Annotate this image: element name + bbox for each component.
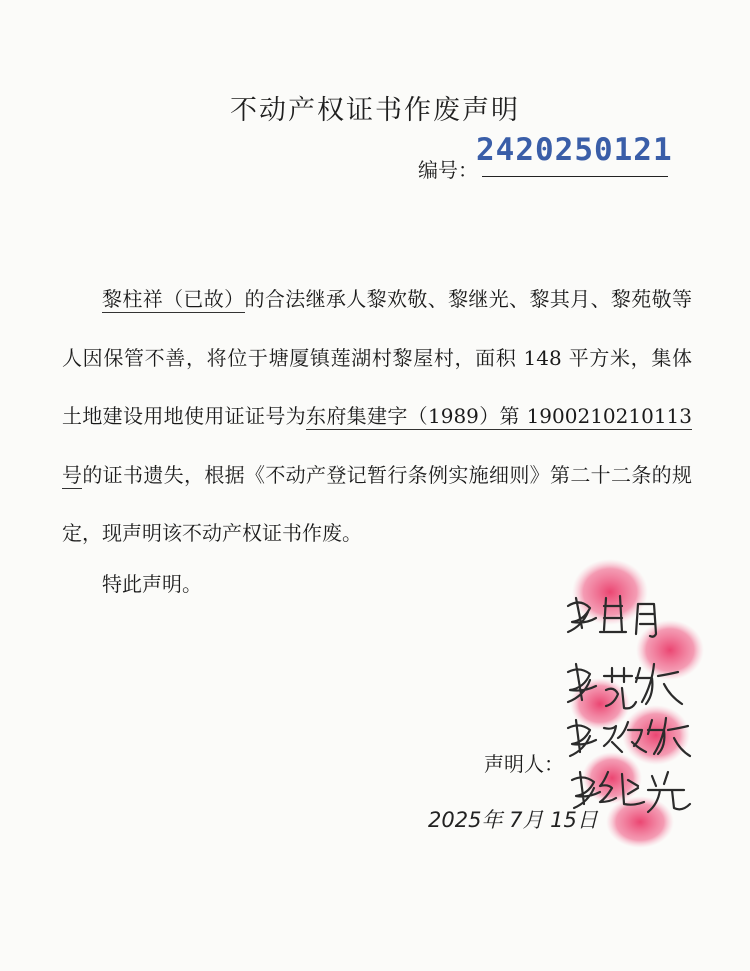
declarant-label: 声明人： [484, 752, 564, 776]
deceased-name: 黎柱祥（已故） [102, 287, 245, 311]
serial-number-row [418, 132, 678, 180]
fingerprint-3 [570, 678, 630, 730]
fingerprint-4 [622, 705, 690, 765]
handwritten-date: 2025年 7月 15日 [428, 808, 598, 832]
fingerprint-5 [582, 752, 642, 804]
body-text-part2: 的证书遗失，根据《不动产登记暂行条例实施细则》第二十二条的规定，现声明该不动产权证书作废。 [62, 462, 693, 545]
closing-statement: 特此声明。 [102, 572, 202, 596]
document-title: 不动产权证书作废声明 [230, 95, 520, 126]
signature-3 [568, 718, 690, 756]
signature-1 [568, 596, 656, 637]
declaration-body [62, 270, 692, 563]
serial-label: 编号： [418, 158, 478, 182]
declaration-paragraph [62, 270, 692, 563]
fingerprint-1 [572, 559, 648, 625]
certificate-number: 东府集建字（1989）第 1900210210113 号 [62, 404, 692, 487]
fingerprint-6 [606, 796, 674, 848]
serial-number-stamp: 2420250121 [476, 132, 673, 168]
body-text-part1: 的合法继承人黎欢敬、黎继光、黎其月、黎苑敬等人因保管不善，将位于塘厦镇莲湖村黎屋村，面积 148 平方米，集体土地建设用地使用证证号为 [62, 287, 692, 428]
serial-underline [482, 176, 668, 177]
fingerprint-2 [636, 620, 704, 680]
signature-2 [568, 664, 682, 708]
